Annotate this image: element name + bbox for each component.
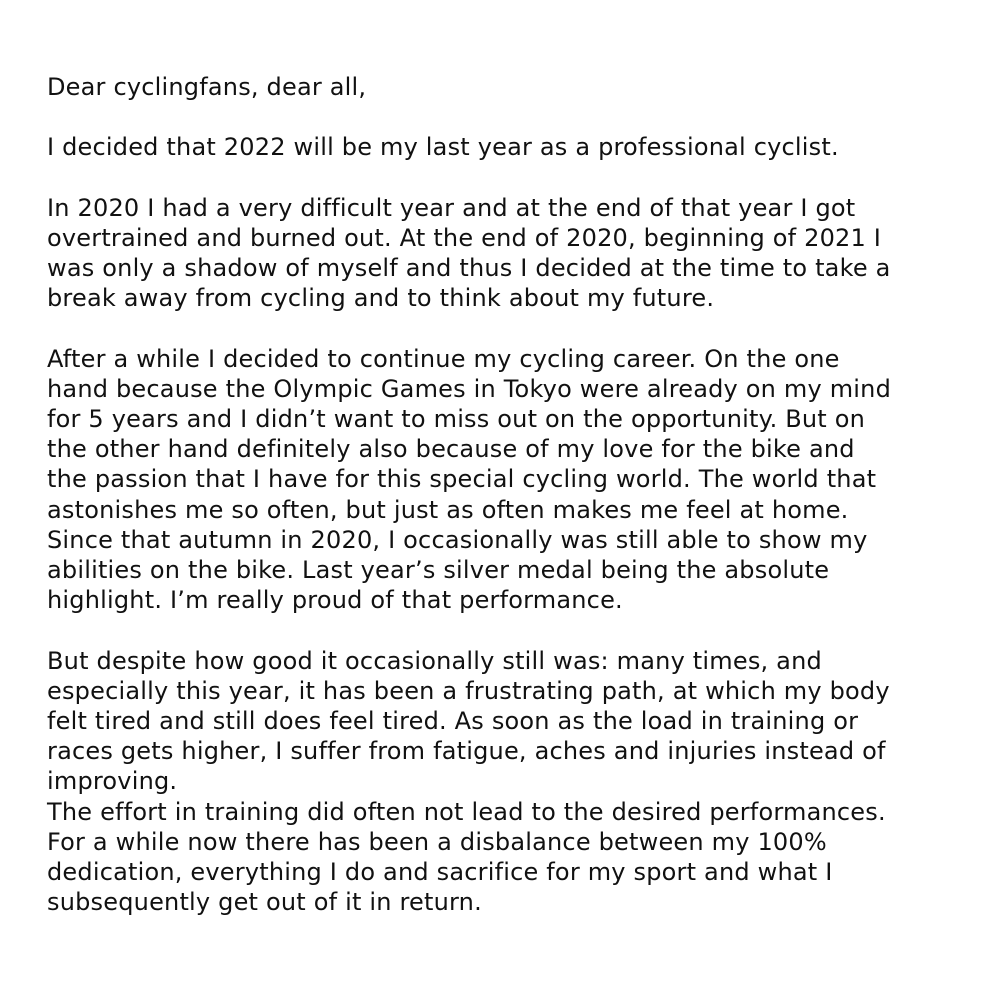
paragraph-3 xyxy=(47,344,987,616)
text-line: for 5 years and I didn’t want to miss out on the opportunity. But on xyxy=(47,405,866,434)
letter-body xyxy=(47,72,987,917)
text-line: I decided that 2022 will be my last year as a professional cyclist. xyxy=(47,133,839,162)
text-line: astonishes me so often, but just as often makes me feel at home. xyxy=(47,495,849,524)
text-line: In 2020 I had a very difficult year and at the end of that year I got xyxy=(47,193,856,222)
text-line: The effort in training did often not lead to the desired performances. xyxy=(47,797,886,826)
text-line: After a while I decided to continue my cycling career. On the one xyxy=(47,344,840,373)
text-line: overtrained and burned out. At the end of 2020, beginning of 2021 I xyxy=(47,223,882,252)
paragraph-gap xyxy=(47,314,987,344)
text-line: For a while now there has been a disbalance between my 100% xyxy=(47,827,827,856)
paragraph-1 xyxy=(47,132,987,162)
paragraph-4 xyxy=(47,646,987,918)
text-line: abilities on the bike. Last year’s silver medal being the absolute xyxy=(47,556,830,584)
text-line: dedication, everything I do and sacrifice for my sport and what I xyxy=(47,857,833,886)
text-line: races gets higher, I suffer from fatigue, aches and injuries instead of xyxy=(47,737,886,766)
paragraph-gap xyxy=(47,615,987,645)
text-line: subsequently get out of it in return. xyxy=(47,888,482,917)
paragraph-gap xyxy=(47,163,987,193)
text-line: But despite how good it occasionally still was: many times, and xyxy=(47,646,822,675)
text-line: the other hand definitely also because of my love for the bike and xyxy=(47,435,855,464)
text-line: the passion that I have for this special cycling world. The world that xyxy=(47,465,877,494)
text-line: felt tired and still does feel tired. As soon as the load in training or xyxy=(47,706,859,735)
text-line: highlight. I’m really proud of that performance. xyxy=(47,586,623,615)
text-line: was only a shadow of myself and thus I decided at the time to take a xyxy=(47,254,891,283)
text-line: Since that autumn in 2020, I occasionally was still able to show my xyxy=(47,525,868,554)
paragraph-2 xyxy=(47,193,987,314)
paragraph-gap xyxy=(47,102,987,132)
text-line: hand because the Olympic Games in Tokyo were already on my mind xyxy=(47,374,892,403)
text-line: especially this year, it has been a frustrating path, at which my body xyxy=(47,676,890,705)
salutation: Dear cyclingfans, dear all, xyxy=(47,73,367,101)
text-line: improving. xyxy=(47,767,178,796)
text-line: break away from cycling and to think about my future. xyxy=(47,284,715,313)
